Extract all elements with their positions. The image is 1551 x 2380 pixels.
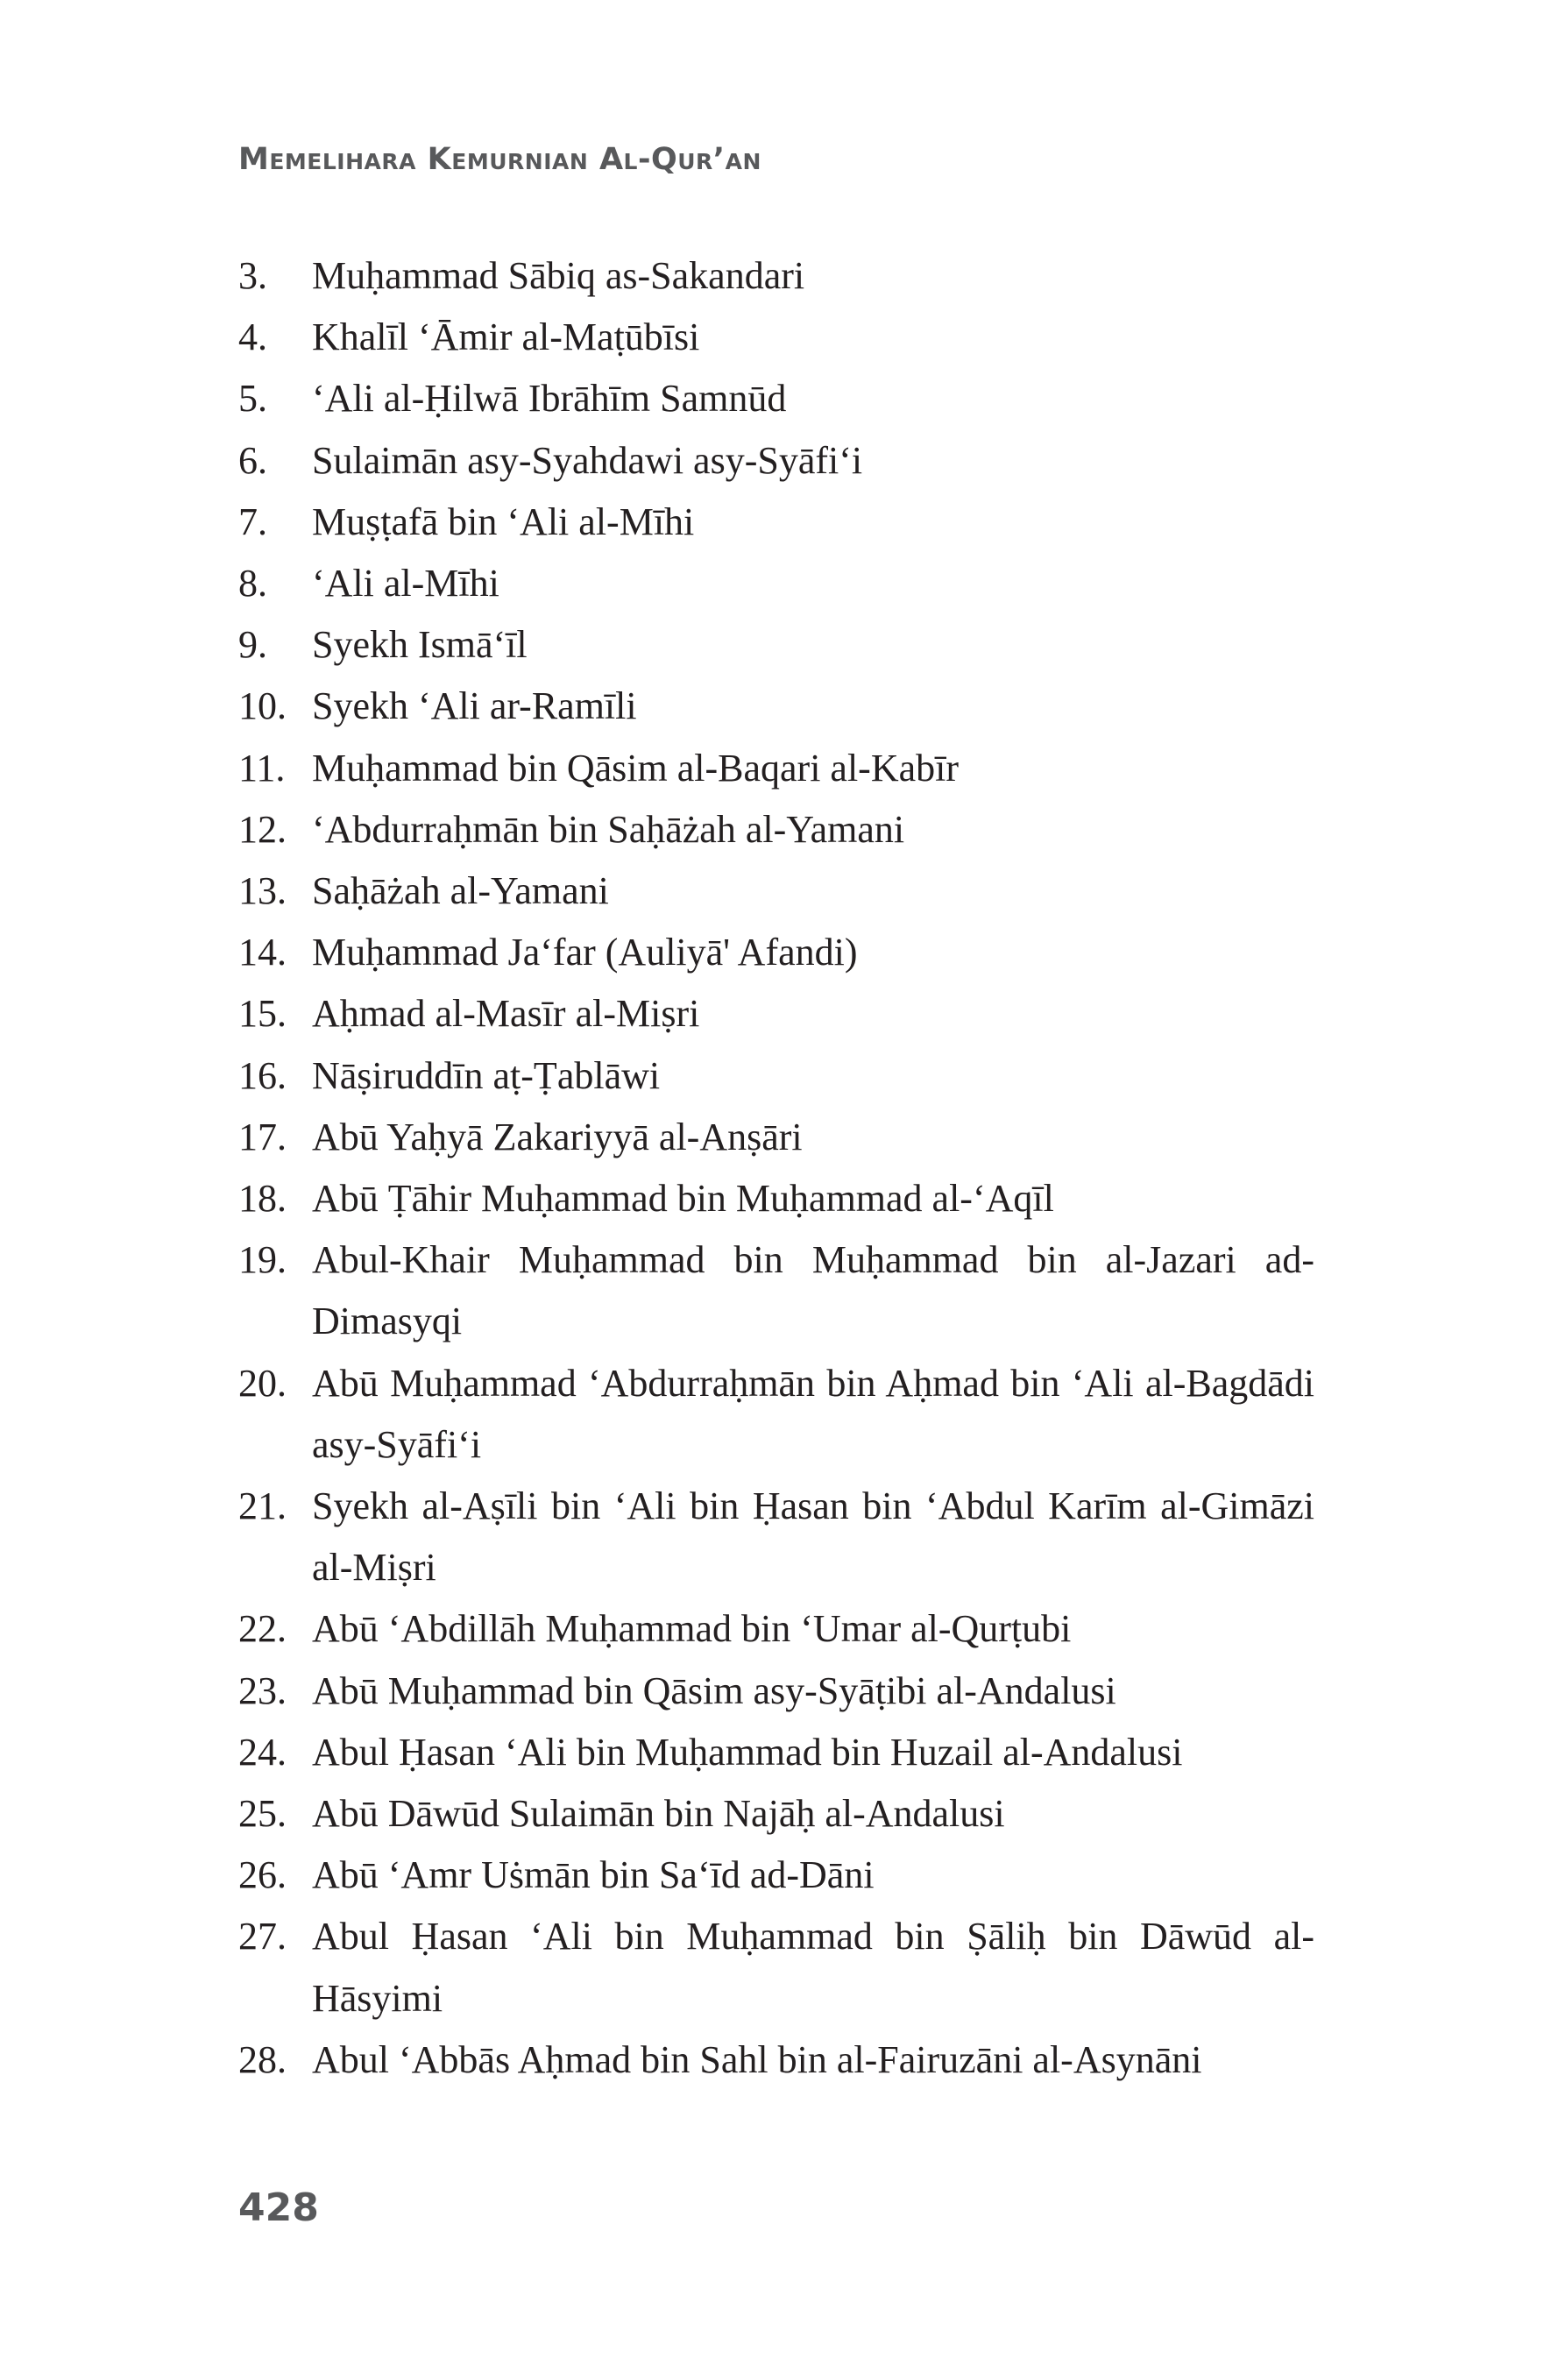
list-item-number: 22.: [238, 1607, 287, 1651]
list-item-number: 17.: [238, 1115, 287, 1158]
list-item-text: ‘Ali al-Ḥilwā Ibrāhīm Samnūd: [312, 377, 787, 421]
list-item: [238, 307, 1314, 368]
list-item-number: 16.: [238, 1053, 287, 1097]
list-item-number: 7.: [238, 499, 267, 543]
list-item-text: Abū Muḥammad bin Qāsim asy-Syāṭibi al-Andalusi: [312, 1668, 1116, 1712]
list-item-number: 26.: [238, 1853, 287, 1897]
running-header: Memelihara Kemurnian Al-Qur’an: [238, 142, 761, 177]
list-item: [238, 676, 1314, 737]
list-item-text: Syekh Ismā‘īl: [312, 623, 528, 667]
list-item: [238, 1661, 1314, 1722]
list-item-text: Aḥmad al-Masīr al-Miṣri: [312, 992, 700, 1036]
list-item-text: Syekh al-Aṣīli bin ‘Ali bin Ḥasan bin ‘Abdul Karīm al-Gimāzi al-Miṣri: [312, 1484, 1314, 1590]
list-item: [238, 614, 1314, 676]
list-item: [238, 1353, 1314, 1476]
list-item-number: 27.: [238, 1915, 287, 1959]
list-item-text: Abul Ḥasan ‘Ali bin Muḥammad bin Ṣāliḥ bin Dāwūd al-Hāsyimi: [312, 1915, 1314, 2020]
list-item-text: ‘Abdurraḥmān bin Saḥāżah al-Yamani: [312, 807, 905, 851]
list-item: [238, 2029, 1314, 2091]
list-item-number: 13.: [238, 869, 287, 913]
list-item-text: Abū Dāwūd Sulaimān bin Najāḥ al-Andalusi: [312, 1792, 1005, 1836]
list-item-text: Abū ‘Amr Uṡmān bin Sa‘īd ad-Dāni: [312, 1853, 875, 1897]
list-item-number: 6.: [238, 438, 267, 482]
list-item-number: 20.: [238, 1361, 287, 1405]
list-item: [238, 799, 1314, 861]
list-item: [238, 1906, 1314, 2029]
list-item-text: Muṣṭafā bin ‘Ali al-Mīhi: [312, 499, 695, 543]
list-item: [238, 1598, 1314, 1660]
list-item-text: Syekh ‘Ali ar-Ramīli: [312, 684, 637, 728]
list-item: [238, 1722, 1314, 1783]
list-item: [238, 553, 1314, 614]
list-item-text: Saḥāżah al-Yamani: [312, 869, 609, 913]
list-item-number: 21.: [238, 1484, 287, 1528]
list-item-number: 14.: [238, 931, 287, 974]
list-item: [238, 1107, 1314, 1168]
list-item-number: 8.: [238, 562, 267, 606]
list-item: [238, 492, 1314, 553]
list-item: [238, 861, 1314, 922]
list-item-number: 10.: [238, 684, 287, 728]
list-item: [238, 368, 1314, 429]
list-item-text: Abū Ṭāhir Muḥammad bin Muḥammad al-‘Aqīl: [312, 1177, 1054, 1221]
list-item-number: 24.: [238, 1730, 287, 1774]
list-item-text: Muḥammad bin Qāsim al-Baqari al-Kabīr: [312, 746, 960, 790]
list-item-number: 4.: [238, 315, 267, 359]
list-item-text: Abū ‘Abdillāh Muḥammad bin ‘Umar al-Qurṭubi: [312, 1607, 1072, 1651]
list-item-number: 28.: [238, 2037, 287, 2081]
list-item-number: 18.: [238, 1177, 287, 1221]
list-item-text: Khalīl ‘Āmir al-Maṭūbīsi: [312, 315, 700, 359]
list-item: [238, 1845, 1314, 1906]
list-item: [238, 1045, 1314, 1107]
list-item-text: Abul ‘Abbās Aḥmad bin Sahl bin al-Fairuzāni al-Asynāni: [312, 2037, 1202, 2081]
list-item: [238, 922, 1314, 983]
list-item-number: 12.: [238, 807, 287, 851]
list-item: [238, 983, 1314, 1045]
list-item-number: 25.: [238, 1792, 287, 1836]
list-item: [238, 1476, 1314, 1598]
list-item-text: Muḥammad Sābiq as-Sakandari: [312, 254, 805, 297]
name-list: [238, 245, 1314, 2091]
list-item: [238, 1168, 1314, 1229]
list-item-text: Abul Ḥasan ‘Ali bin Muḥammad bin Huzail al-Andalusi: [312, 1730, 1183, 1774]
list-item-number: 19.: [238, 1238, 287, 1282]
list-item-text: Muḥammad Ja‘far (Auliyā' Afandi): [312, 931, 858, 974]
list-item-number: 9.: [238, 623, 267, 667]
list-item-number: 23.: [238, 1668, 287, 1712]
list-item-number: 11.: [238, 746, 286, 790]
list-item-text: Abul-Khair Muḥammad bin Muḥammad bin al-Jazari ad-Dimasyqi: [312, 1238, 1314, 1343]
list-item: [238, 1783, 1314, 1845]
page-number: 428: [238, 2185, 319, 2230]
list-item: [238, 738, 1314, 799]
list-item: [238, 430, 1314, 492]
list-item-number: 15.: [238, 992, 287, 1036]
list-item-text: Sulaimān asy-Syahdawi asy-Syāfi‘i: [312, 438, 863, 482]
list-item: [238, 245, 1314, 307]
list-item-text: Nāṣiruddīn aṭ-Ṭablāwi: [312, 1053, 661, 1097]
list-item-text: Abū Muḥammad ‘Abdurraḥmān bin Aḥmad bin ‘Ali al-Bagdādi asy-Syāfi‘i: [312, 1361, 1314, 1466]
list-item-number: 3.: [238, 254, 267, 297]
list-item: [238, 1229, 1314, 1352]
list-item-text: Abū Yaḥyā Zakariyyā al-Anṣāri: [312, 1115, 803, 1158]
list-item-text: ‘Ali al-Mīhi: [312, 562, 499, 606]
list-item-number: 5.: [238, 377, 267, 421]
